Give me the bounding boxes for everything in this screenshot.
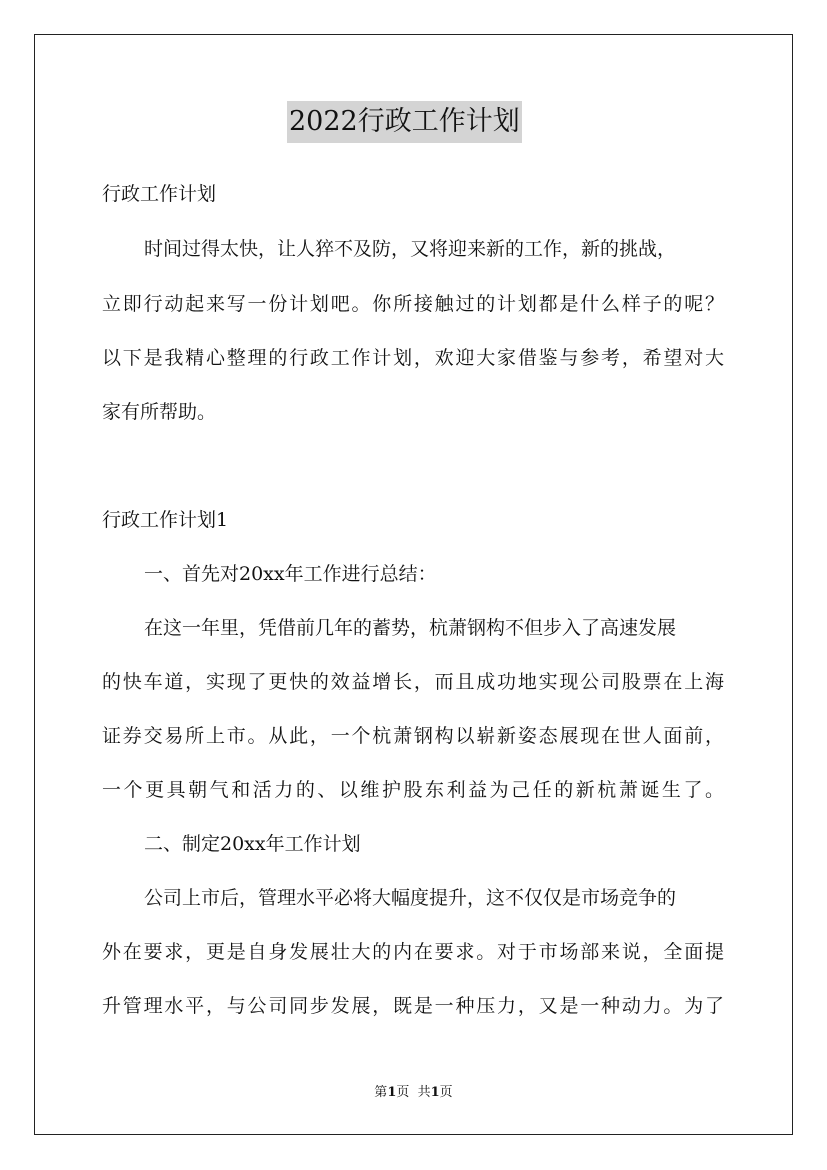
part1-line: 的快车道，实现了更快的效益增长，而且成功地实现公司股票在上海 — [102, 671, 724, 693]
page-footer — [0, 1084, 827, 1102]
intro-line: 以下是我精心整理的行政工作计划，欢迎大家借鉴与参考，希望对大 — [102, 347, 724, 369]
footer-suffix: 页 — [439, 1085, 453, 1100]
intro-line: 立即行动起来写一份计划吧。你所接触过的计划都是什么样子的呢？ — [102, 293, 724, 315]
footer-mid: 页 共 — [396, 1085, 431, 1100]
part2-heading: 二、制定20xx年工作计划 — [144, 833, 361, 855]
part2-line: 公司上市后，管理水平必将大幅度提升，这不仅仅是市场竞争的 — [144, 887, 677, 909]
footer-page-total: 1 — [430, 1085, 440, 1100]
footer-prefix: 第 — [374, 1085, 388, 1100]
intro-line: 时间过得太快，让人猝不及防，又将迎来新的工作，新的挑战， — [144, 238, 677, 260]
intro-heading: 行政工作计划 — [102, 183, 217, 205]
part1-line: 证券交易所上市。从此，一个杭萧钢构以崭新姿态展现在世人面前， — [102, 725, 724, 747]
part1-line: 在这一年里，凭借前几年的蓄势，杭萧钢构不但步入了高速发展 — [144, 617, 677, 639]
part1-line: 一个更具朝气和活力的、以维护股东利益为己任的新杭萧诞生了。 — [102, 779, 724, 801]
part2-line: 外在要求，更是自身发展壮大的内在要求。对于市场部来说，全面提 — [102, 941, 724, 963]
part2-line: 升管理水平，与公司同步发展，既是一种压力，又是一种动力。为了 — [102, 995, 724, 1017]
part1-heading: 一、首先对20xx年工作进行总结： — [144, 563, 437, 585]
footer-page-current: 1 — [387, 1085, 397, 1100]
intro-line: 家有所帮助。 — [102, 401, 217, 423]
section-heading: 行政工作计划1 — [102, 509, 229, 531]
document-title: 2022行政工作计划 — [287, 101, 522, 143]
